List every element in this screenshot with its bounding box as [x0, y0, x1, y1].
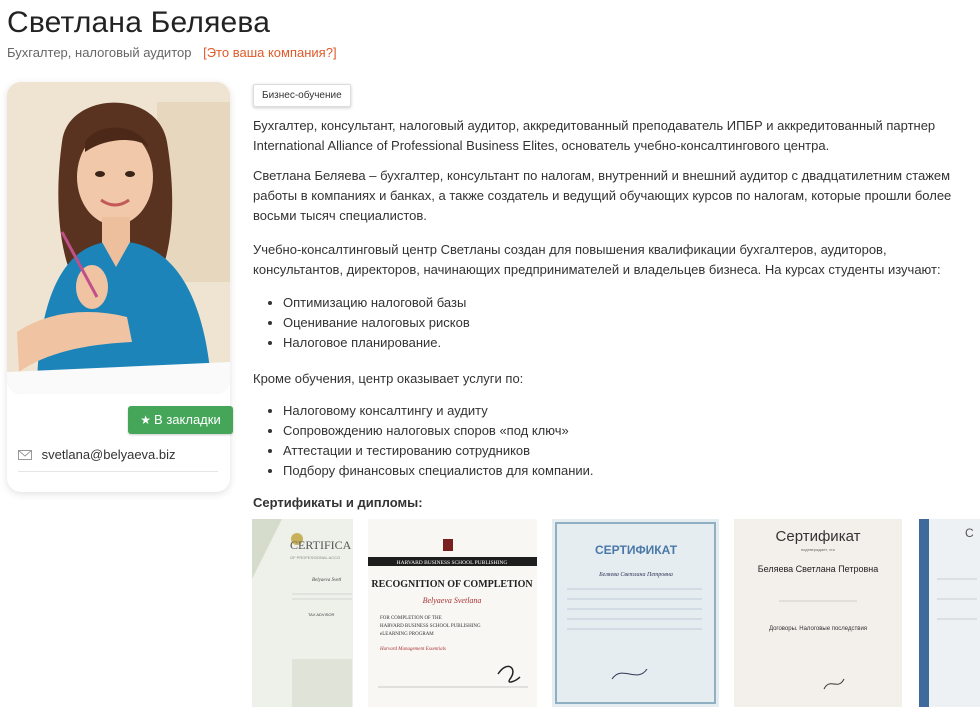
list-item: • Налоговое планирование. — [283, 333, 470, 353]
paragraph-center: Учебно-консалтинговый центр Светланы создан для повышения квалификации бухгалтеров, аудиторов, консультантов, директоров, начинающих предпринимателей и владельцев бизнеса. На курсах студенты изучают: — [253, 242, 941, 277]
cert-line: HARVARD BUSINESS SCHOOL PUBLISHING — [396, 560, 508, 566]
cert-line: TAX ADVISOR — [308, 612, 335, 617]
profile-position: Бухгалтер, налоговый аудитор — [7, 45, 192, 60]
paragraph-experience: Светлана Беляева – бухгалтер, консультант по налогам, внутренний и внешний аудитор с двадцатилетним стажем работы в компаниях и банках, а также создатель и ведущий обучающих курсов по налогам, которые прошли более восьми тысяч специалистов. — [253, 168, 952, 223]
profile-photo — [7, 82, 230, 394]
cert-line: Сертификат — [775, 528, 861, 545]
cert-line: Беляева Светлана Петровна — [757, 564, 879, 574]
cert-line: С — [965, 526, 974, 540]
cert-line: RECOGNITION OF COMPLETION — [371, 579, 533, 590]
cert-line: Договоры. Налоговые последствия — [768, 626, 868, 632]
certificates-gallery — [252, 519, 980, 711]
certificate-thumbnail[interactable] — [552, 519, 719, 707]
cert-line: Belyaeva Svetlana — [422, 596, 482, 605]
cert-line: подтверждает, что — [800, 547, 836, 552]
email-row — [18, 447, 218, 472]
certificate-thumbnail[interactable] — [368, 519, 537, 707]
category-tag[interactable]: Бизнес-обучение — [253, 84, 351, 107]
bookmark-button[interactable] — [128, 406, 233, 434]
star-icon: ★ — [140, 413, 152, 427]
paragraph-intro: Бухгалтер, консультант, налоговый аудитор, аккредитованный преподаватель ИПБР и аккредитованный партнер International Alliance of Professional Business Elites, основатель учебно-консалтингового центра. — [253, 118, 936, 153]
bookmark-label: В закладки — [154, 412, 221, 427]
list-item: • Оценивание налоговых рисков — [283, 313, 470, 333]
claim-company-link[interactable]: [Это ваша компания?] — [203, 45, 337, 60]
list-item: • Сопровождению налоговых споров «под ключ» — [283, 421, 594, 441]
certificate-thumbnail[interactable] — [734, 519, 902, 707]
profile-name: Светлана Беляева — [7, 6, 271, 39]
topics-list — [253, 293, 470, 353]
paragraph-services: Кроме обучения, центр оказывает услуги по: — [253, 371, 524, 386]
email-link[interactable]: svetlana@belyaeva.biz — [41, 447, 176, 462]
cert-line: HARVARD BUSINESS SCHOOL PUBLISHING — [380, 624, 481, 629]
certificate-thumbnail[interactable] — [252, 519, 353, 707]
cert-line: FOR COMPLETION OF THE — [380, 616, 442, 621]
envelope-icon — [18, 448, 32, 463]
cert-line: Беляева Светлана Петровна — [599, 572, 673, 578]
services-list — [253, 401, 594, 481]
list-item: • Подбору финансовых специалистов для компании. — [283, 461, 594, 481]
cert-line: eLEARNING PROGRAM — [380, 632, 434, 637]
cert-line: CERTIFICA — [290, 538, 352, 552]
cert-line: OF PROFESSIONAL ACCO — [290, 555, 341, 560]
list-item: • Аттестации и тестированию сотрудников — [283, 441, 594, 461]
cert-line: Belyaeva Svetl — [312, 578, 342, 583]
list-item: • Налоговому консалтингу и аудиту — [283, 401, 594, 421]
list-item: • Оптимизацию налоговой базы — [283, 293, 470, 313]
certificate-thumbnail[interactable] — [919, 519, 980, 707]
profile-subline — [7, 45, 337, 60]
certificates-heading: Сертификаты и дипломы: — [253, 495, 423, 510]
cert-line: Harvard Management Essentials — [380, 647, 446, 652]
cert-line: СЕРТИФИКАТ — [594, 543, 678, 557]
